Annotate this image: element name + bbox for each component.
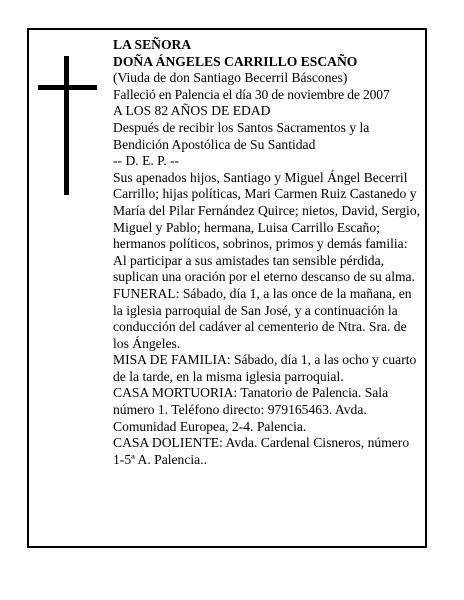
cross-vertical-bar	[64, 56, 69, 195]
sacraments-paragraph: Después de recibir los Santos Sacramentos y la Bendición Apostólica de Su Santidad	[113, 119, 370, 152]
funeral-paragraph: FUNERAL: Sábado, día 1, a las once de la mañana, en la iglesia parroquial de San José, y a continuación la conducción del cadáver al cementerio de Ntra. Sra. de los Ángeles.	[113, 285, 412, 351]
family-paragraph: Sus apenados hijos, Santiago y Miguel Ángel Becerril Carrillo; hijas políticas, Mari Carmen Ruiz Castanedo y María del Pilar Fernández Quirce; nietos, David, Sergio, Miguel y Pablo; hermana, Luisa Carrillo Escaño; hermanos políticos, sobrinos, primos y demás familia:	[113, 169, 421, 252]
request-paragraph: Al participar a sus amistades tan sensible pérdida, suplican una oración por el eterno descanso de su alma.	[113, 252, 415, 285]
rip-line: -- D. E. P. --	[113, 153, 180, 169]
deceased-name: DOÑA ÁNGELES CARRILLO ESCAÑO	[113, 53, 358, 69]
residence-paragraph: CASA DOLIENTE: Avda. Cardenal Cisneros, número 1-5ª A. Palencia..	[113, 435, 410, 467]
death-line: Falleció en Palencia el día 30 de noviembre de 2007	[113, 86, 390, 102]
widow-of-line: (Viuda de don Santiago Becerril Báscones)	[113, 70, 348, 86]
cross-horizontal-bar	[38, 85, 97, 90]
title-line: LA SEÑORA	[113, 37, 192, 52]
mortuary-paragraph: CASA MORTUORIA: Tanatorio de Palencia. Sala número 1. Teléfono directo: 979165463. Avda. Comunidad Europea, 2-4. Palencia.	[113, 385, 389, 434]
family-mass-paragraph: MISA DE FAMILIA: Sábado, día 1, a las ocho y cuarto de la tarde, en la misma iglesia parroquial.	[113, 352, 417, 384]
age-line: A LOS 82 AÑOS DE EDAD	[113, 103, 271, 119]
obituary-text	[113, 37, 423, 468]
